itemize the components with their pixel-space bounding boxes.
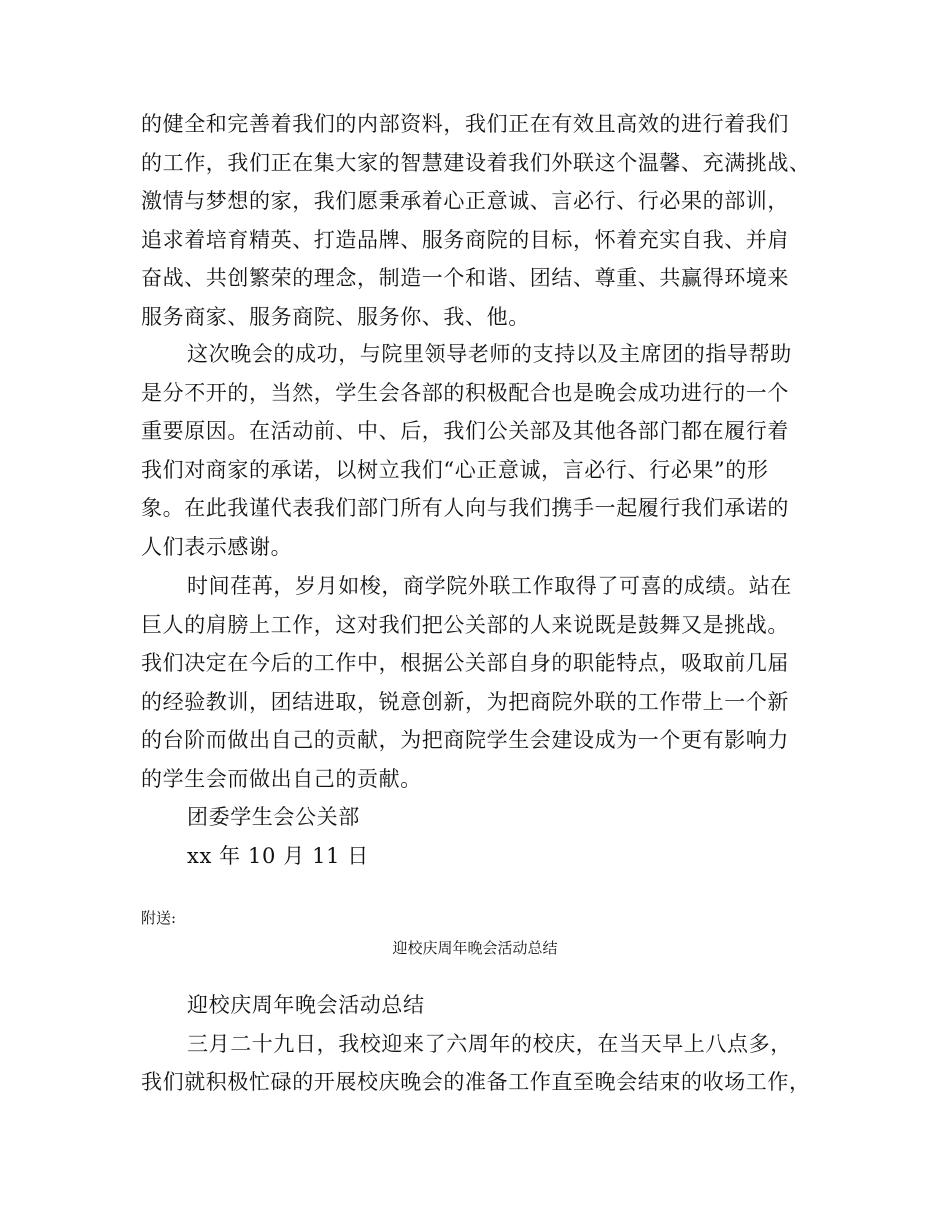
text-line: 的工作，我们正在集大家的智慧建设着我们外联这个温馨、充满挑战、 — [141, 150, 811, 175]
text-line: 重要原因。在活动前、中、后，我们公关部及其他各部门都在履行着 — [141, 419, 789, 444]
signature-department: 团委学生会公关部 — [187, 805, 360, 829]
text-line: 的学生会而做出自己的贡献。 — [141, 766, 422, 791]
paragraph-department-work — [141, 105, 811, 337]
signature-block — [141, 798, 811, 875]
text-line: 的经验教训，团结进取，锐意创新，为把商院外联的工作带上一个新 — [141, 689, 789, 714]
text-line: 时间荏苒，岁月如梭，商学院外联工作取得了可喜的成绩。站在 — [187, 574, 792, 598]
paragraph-outlook — [141, 567, 811, 799]
attachment-title: 迎校庆周年晚会活动总结 — [392, 939, 558, 957]
text-line: 的健全和完善着我们的内部资料，我们正在有效且高效的进行着我们 — [141, 112, 789, 136]
text-line: 奋战、共创繁荣的理念，制造一个和谐、团结、尊重、共赢得环境来 — [141, 266, 789, 291]
section-heading: 迎校庆周年晚会活动总结 — [187, 993, 425, 1017]
paragraph-thanks — [141, 335, 811, 567]
text-line: 我们对商家的承诺，以树立我们“心正意诚，言必行、行必果”的形 — [141, 457, 769, 482]
text-line: 巨人的肩膀上工作，这对我们把公关部的人来说既是鼓舞又是挑战。 — [141, 612, 789, 637]
text-line: 我们就积极忙碌的开展校庆晚会的准备工作直至晚会结束的收场工作， — [141, 1070, 811, 1095]
text-line: 象。在此我谨代表我们部门所有人向与我们携手一起履行我们承诺的 — [141, 496, 789, 521]
text-line: 追求着培育精英、打造品牌、服务商院的目标，怀着充实自我、并肩 — [141, 227, 789, 252]
text-line: 激情与梦想的家，我们愿秉承着心正意诚、言必行、行必果的部训， — [141, 189, 789, 214]
text-line: 是分不开的，当然，学生会各部的积极配合也是晚会成功进行的一个 — [141, 380, 789, 405]
text-line: 服务商家、服务商院、服务你、我、他。 — [141, 304, 530, 329]
attachment-label: 附送: — [141, 909, 177, 927]
text-line: 的台阶而做出自己的贡献，为把商院学生会建设成为一个更有影响力 — [141, 728, 789, 753]
paragraph-anniversary-summary — [141, 986, 811, 1102]
text-line: 三月二十九日，我校迎来了六周年的校庆，在当天早上八点多， — [187, 1031, 792, 1056]
signature-date: xx 年 10 月 11 日 — [187, 843, 369, 868]
text-line: 这次晚会的成功，与院里领导老师的支持以及主席团的指导帮助 — [187, 342, 792, 366]
text-line: 人们表示感谢。 — [141, 534, 293, 559]
text-line: 我们决定在今后的工作中，根据公关部自身的职能特点，吸取前几届 — [141, 651, 789, 676]
